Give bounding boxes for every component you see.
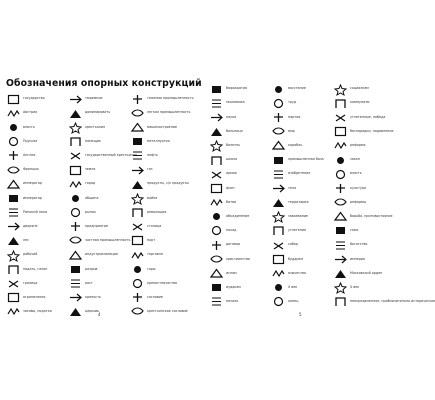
symbol-label: богатство: [350, 242, 368, 247]
body-icon: [271, 183, 286, 194]
church-icon: [68, 306, 83, 317]
legend-row: [209, 167, 271, 181]
end-icon: [271, 296, 286, 307]
legend-row: [130, 305, 196, 319]
symbol-label: изобретение: [288, 171, 311, 176]
state-peasant-icon: [68, 150, 83, 161]
legend-row: [6, 206, 68, 220]
legend-row: [333, 252, 397, 266]
land-icon: [68, 165, 83, 176]
symbol-label: болезнь: [226, 143, 241, 148]
page-title: Обозначения опорных конструкций: [6, 78, 202, 89]
symbol-label: индустриализация: [85, 252, 118, 257]
industrialization-icon: [68, 250, 83, 261]
peasant-estate-icon: [130, 306, 145, 317]
struggle-icon: [333, 211, 348, 222]
legend-row: [271, 110, 333, 124]
legend-row: [130, 149, 196, 163]
market-icon: [68, 207, 83, 218]
wealth-icon: [333, 240, 348, 251]
legend-row: [6, 291, 68, 305]
legend-row: [209, 252, 271, 266]
symbol-label: император: [23, 181, 42, 186]
cathedral-icon: [271, 240, 286, 251]
symbol-label: тяжелая промышленность: [147, 96, 194, 101]
symbol-label: власть: [350, 171, 362, 176]
symbol-label: сословие: [147, 294, 163, 299]
campaign-icon: [209, 225, 224, 236]
prussia-eagle-icon: [6, 136, 21, 147]
legend-row: [271, 153, 333, 167]
islam-icon: [209, 268, 224, 279]
legend-row: [6, 120, 68, 134]
judaism-icon: [209, 282, 224, 293]
legend-row: [6, 135, 68, 149]
tax-icon: [6, 264, 21, 275]
symbol-label: община: [85, 195, 99, 200]
legend-row: [271, 125, 333, 139]
capital-icon: [130, 221, 145, 232]
symbol-label: коммунизм: [350, 100, 370, 105]
science-icon: [209, 112, 224, 123]
estate-icon: [130, 292, 145, 303]
symbol-label: экономика: [226, 100, 245, 105]
symbol-label: подать, налог: [23, 266, 48, 271]
oil-icon: [130, 150, 145, 161]
legend-row: [333, 224, 397, 238]
reforms-icon: [333, 197, 348, 208]
symbol-label: рынок: [85, 209, 96, 214]
oppression-icon: [271, 225, 286, 236]
revolution-icon: [130, 207, 145, 218]
symbol-label: наука: [226, 114, 237, 119]
serfdom-icon: [130, 278, 145, 289]
gas-icon: [130, 165, 145, 176]
legend-row: [68, 248, 130, 262]
legend-row: [130, 106, 196, 120]
hospital-icon: [209, 126, 224, 137]
legend-row: [209, 281, 271, 295]
symbol-label: территория: [288, 199, 309, 204]
legend-row: [271, 82, 333, 96]
symbol-label: реформа: [350, 143, 366, 148]
economy-icon: [209, 98, 224, 109]
labor-icon: [271, 98, 286, 109]
fortress-icon: [68, 292, 83, 303]
symbol-label: неопределенное, приблизительно историческое: [350, 299, 435, 304]
legend-row: [333, 196, 397, 210]
legend-row: [209, 139, 271, 153]
symbol-label: борьба, противостояние: [350, 213, 393, 218]
legend-row: [271, 295, 333, 309]
legend-row: [68, 149, 137, 163]
symbol-column-2: [68, 92, 137, 319]
bolt-icon: [6, 306, 21, 317]
bureaucracy-icon: [209, 84, 224, 95]
symbol-column-2: [271, 82, 333, 309]
crown-icon: [6, 193, 21, 204]
austria-eagle-icon: [6, 108, 21, 119]
symbol-label: труд: [288, 100, 297, 105]
symbol-label: реформы: [350, 199, 367, 204]
right-page: [203, 60, 435, 350]
legend-row: [130, 276, 196, 290]
peasant-icon: [68, 122, 83, 133]
legend-row: [333, 210, 397, 224]
growth-icon: [68, 278, 83, 289]
century-x-icon: [333, 282, 348, 293]
symbol-label: засовы, податки: [23, 309, 52, 314]
symbol-column-3: [130, 92, 196, 319]
legend-row: [130, 177, 196, 191]
symbol-label: договор: [226, 242, 241, 247]
legend-row: [209, 181, 271, 195]
symbol-label: крепость: [85, 294, 101, 299]
legend-row: [209, 266, 271, 280]
symbol-label: поход: [226, 228, 237, 233]
legend-row: [6, 177, 68, 191]
port-icon: [130, 235, 145, 246]
city-icon: [68, 179, 83, 190]
riots-icon: [333, 126, 348, 137]
legend-row: [333, 153, 397, 167]
symbol-label: граница: [23, 280, 38, 285]
border-icon: [6, 278, 21, 289]
symbol-label: рабочий: [23, 252, 38, 257]
legend-row: [333, 139, 397, 153]
legend-row: [209, 110, 271, 124]
symbol-label: иудаизм: [226, 284, 241, 289]
paganism-icon: [271, 268, 286, 279]
symbol-label: завоевание: [288, 213, 309, 218]
symbol-label: город: [85, 181, 96, 186]
symbol-label: социализм: [350, 86, 369, 91]
fleet-icon: [209, 183, 224, 194]
symbol-label: закон: [350, 157, 360, 162]
legend-row: [6, 191, 68, 205]
symbol-label: император: [23, 195, 42, 200]
legend-row: [130, 248, 196, 262]
legend-row: [68, 262, 130, 276]
legend-row: [271, 238, 333, 252]
legend-row: [333, 295, 435, 309]
symbol-label: буддизм: [288, 256, 303, 261]
legend-row: [130, 191, 196, 205]
legend-row: [209, 153, 271, 167]
legend-row: [130, 220, 196, 234]
legend-row: [271, 224, 333, 238]
legend-row: [130, 163, 196, 177]
legend-row: [68, 276, 130, 290]
page-number: 4: [98, 312, 101, 317]
legend-row: [209, 210, 271, 224]
symbol-label: власть: [23, 124, 35, 129]
symbol-label: нефть: [147, 153, 158, 158]
symbol-label: Пруссия: [23, 138, 38, 143]
legend-row: [68, 234, 130, 248]
symbol-label: газ: [147, 167, 153, 172]
symbol-label: школа: [226, 157, 238, 162]
army-icon: [209, 169, 224, 180]
symbol-label: столица: [147, 223, 162, 228]
heavy-industry-icon: [130, 94, 145, 105]
legend-row: [68, 92, 130, 106]
symbol-label: тюремное: [85, 96, 103, 101]
symbol-column-3: [333, 82, 435, 309]
legend-row: [6, 149, 68, 163]
socialism-icon: [333, 84, 348, 95]
legend-row: [271, 96, 333, 110]
legend-row: [6, 92, 68, 106]
symbol-label: Московский орден: [350, 270, 383, 275]
legend-row: [68, 163, 130, 177]
approximate-icon: [333, 296, 348, 307]
symbol-label: битва: [226, 199, 237, 204]
authority-icon: [333, 169, 348, 180]
legend-row: [271, 196, 333, 210]
legend-row: [271, 281, 333, 295]
left-page: [2, 60, 202, 350]
legend-row: [6, 262, 68, 276]
legend-row: [209, 82, 271, 96]
legend-row: [130, 206, 196, 220]
nobles-icon: [6, 221, 21, 232]
emperor-icon: [6, 179, 21, 190]
legend-row: [209, 238, 271, 252]
industrial-base-icon: [271, 155, 286, 166]
symbol-label: торговля: [147, 252, 163, 257]
communism-icon: [333, 98, 348, 109]
symbol-label: Австрия: [23, 110, 38, 115]
symbol-label: промышленная база: [288, 157, 324, 162]
symbol-label: государство: [23, 96, 45, 101]
trade-icon: [130, 250, 145, 261]
france-icon: [6, 165, 21, 176]
empire-icon: [333, 254, 348, 265]
legend-row: [130, 234, 196, 248]
symbol-label: порт: [147, 238, 156, 243]
christianity-icon: [209, 254, 224, 265]
symbol-label: доминировать: [85, 110, 111, 115]
uprising-icon: [271, 84, 286, 95]
legend-row: [271, 266, 333, 280]
symbol-label: X век: [350, 284, 360, 289]
legend-row: [209, 224, 271, 238]
page-number: 5: [299, 312, 302, 317]
legend-row: [68, 191, 130, 205]
light-industry-icon: [130, 108, 145, 119]
legend-row: [209, 125, 271, 139]
symbol-label: X век: [288, 284, 298, 289]
symbol-label: крестьянин: [85, 124, 106, 129]
worker-icon: [6, 250, 21, 261]
symbol-column-1: [209, 82, 271, 309]
buddhism-icon: [271, 254, 286, 265]
legend-row: [209, 96, 271, 110]
produce-icon: [130, 179, 145, 190]
invention-icon: [271, 169, 286, 180]
symbol-label: больница: [226, 128, 243, 133]
symbol-label: война: [147, 195, 158, 200]
legend-row: [68, 206, 130, 220]
legend-row: [68, 120, 130, 134]
symbol-label: продукты, с/х продукты: [147, 181, 190, 186]
union-icon: [333, 225, 348, 236]
symbol-label: угнетение: [288, 228, 307, 233]
symbol-label: культура: [350, 185, 366, 190]
symbol-label: беспорядки, подавление: [350, 128, 394, 133]
battle-icon: [209, 197, 224, 208]
symbol-label: ограничения: [23, 294, 46, 299]
symbol-label: христианство: [226, 256, 250, 261]
symbol-column-1: [6, 92, 68, 319]
metallurgy-icon: [130, 136, 145, 147]
legend-row: [209, 295, 271, 309]
legend-row: [6, 163, 68, 177]
legend-row: [68, 135, 130, 149]
conquest-icon: [271, 211, 286, 222]
legend-row: [333, 181, 397, 195]
symbol-label: разрыв: [85, 266, 98, 271]
symbol-label: крепостничество: [147, 280, 177, 285]
legend-row: [6, 276, 68, 290]
start-icon: [209, 296, 224, 307]
square-outline-icon: [6, 94, 21, 105]
ship-icon: [271, 140, 286, 151]
symbol-label: армия: [226, 171, 237, 176]
symbol-label: металлургия: [147, 138, 170, 143]
reform-icon: [333, 140, 348, 151]
symbol-label: государственный крестьянин: [85, 153, 137, 158]
symbol-label: Римский папа: [23, 209, 48, 214]
symbol-label: корабль: [288, 143, 303, 148]
symbol-label: империя: [350, 256, 366, 261]
mountains-icon: [130, 264, 145, 275]
symbol-label: горы: [147, 266, 156, 271]
treaty-icon: [209, 240, 224, 251]
symbol-label: Франция: [23, 167, 39, 172]
legend-row: [333, 281, 397, 295]
pope-icon: [6, 207, 21, 218]
legend-row: [130, 262, 196, 276]
symbol-label: крестьянское сословие: [147, 309, 188, 314]
war-icon: [130, 193, 145, 204]
symbol-label: мир: [288, 128, 295, 133]
legend-row: [6, 305, 68, 319]
legend-row: [333, 125, 397, 139]
legend-row: [333, 82, 397, 96]
symbol-label: церковь: [85, 309, 100, 314]
disease-icon: [209, 140, 224, 151]
symbol-label: союз: [350, 228, 359, 233]
legend-row: [333, 110, 397, 124]
prison-icon: [68, 94, 83, 105]
legend-row: [333, 266, 397, 280]
symbol-label: лес: [23, 238, 29, 243]
legend-row: [209, 196, 271, 210]
symbol-label: Англия: [23, 153, 36, 158]
legend-row: [130, 92, 196, 106]
legend-row: [333, 238, 397, 252]
tree-icon: [6, 235, 21, 246]
landlord-icon: [68, 136, 83, 147]
legend-row: [130, 291, 196, 305]
england-icon: [6, 150, 21, 161]
legend-row: [333, 96, 397, 110]
power-icon: [6, 122, 21, 133]
symbol-label: собор: [288, 242, 298, 247]
symbol-label: угнетенные, победа: [350, 114, 386, 119]
legend-row: [68, 220, 130, 234]
moscow-order-icon: [333, 268, 348, 279]
symbol-label: ислам: [226, 270, 237, 275]
rupture-icon: [68, 264, 83, 275]
culture-icon: [333, 183, 348, 194]
legend-row: [68, 291, 130, 305]
symbol-label: предприятие: [85, 223, 109, 228]
century-icon: [271, 282, 286, 293]
symbol-label: начало: [226, 299, 239, 304]
symbol-label: машиностроение: [147, 124, 178, 129]
symbol-label: помещик: [85, 138, 101, 143]
symbol-label: партия: [288, 114, 301, 119]
legend-row: [333, 167, 397, 181]
legend-row: [6, 248, 68, 262]
symbol-label: флот: [226, 185, 235, 190]
symbol-label: частная промышленность: [85, 238, 131, 243]
legend-row: [271, 167, 333, 181]
legend-row: [6, 106, 68, 120]
legend-row: [271, 252, 333, 266]
symbol-label: легкая промышленность: [147, 110, 191, 115]
unification-icon: [209, 211, 224, 222]
legend-row: [130, 120, 196, 134]
school-icon: [209, 155, 224, 166]
community-icon: [68, 193, 83, 204]
symbol-label: земля: [85, 167, 96, 172]
peace-icon: [271, 126, 286, 137]
victory-icon: [333, 112, 348, 123]
legend-row: [6, 220, 68, 234]
symbol-label: тело: [288, 185, 297, 190]
private-industry-icon: [68, 235, 83, 246]
symbol-label: язычество: [288, 270, 307, 275]
legend-row: [271, 181, 333, 195]
symbol-label: рост: [85, 280, 93, 285]
dominate-icon: [68, 108, 83, 119]
legend-row: [6, 234, 68, 248]
symbol-label: восстание: [288, 86, 306, 91]
symbol-label: дворяне: [23, 223, 38, 228]
legend-row: [271, 210, 333, 224]
enterprise-icon: [68, 221, 83, 232]
symbol-label: бюрократия: [226, 86, 248, 91]
symbol-label: революция: [147, 209, 167, 214]
territory-icon: [271, 197, 286, 208]
legend-row: [271, 139, 333, 153]
symbol-label: конец: [288, 299, 299, 304]
symbol-label: объединение: [226, 213, 250, 218]
law-icon: [333, 155, 348, 166]
legend-row: [130, 135, 196, 149]
legend-row: [68, 177, 130, 191]
legend-row: [68, 106, 130, 120]
limits-icon: [6, 292, 21, 303]
machine-building-icon: [130, 122, 145, 133]
party-icon: [271, 112, 286, 123]
